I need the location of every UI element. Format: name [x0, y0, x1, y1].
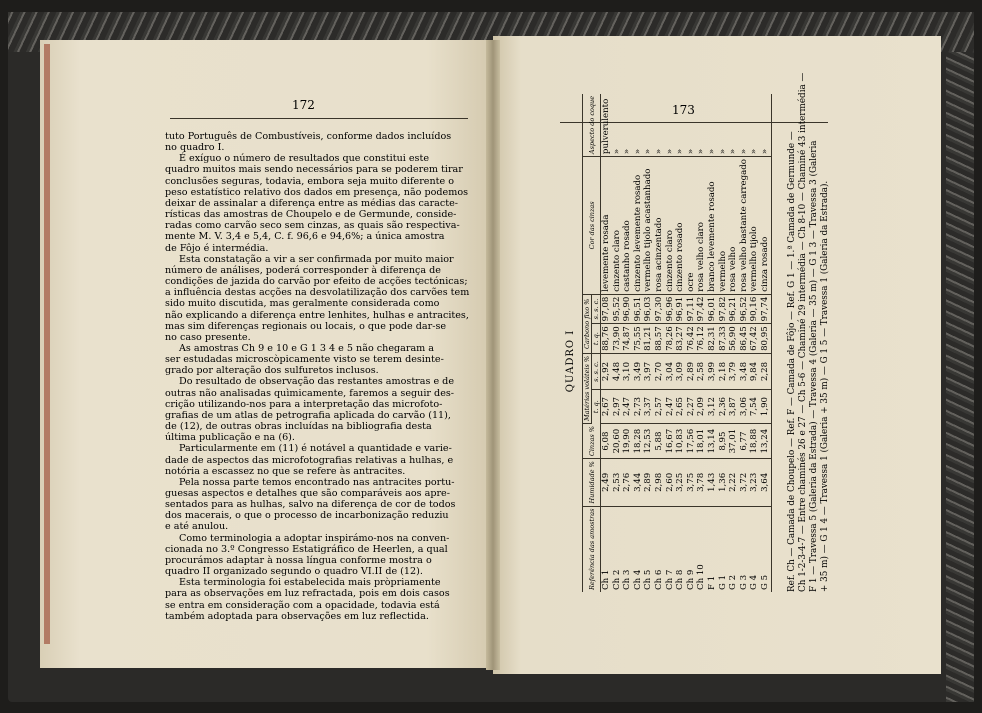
table-cell: 3,06 — [739, 390, 750, 424]
table-cell: 12,53 — [643, 424, 654, 459]
table-cell: 3,04 — [665, 353, 676, 389]
table-cell: cinzento claro — [612, 157, 623, 295]
table-cell: 3,78 — [696, 459, 707, 506]
table-cell: 16,67 — [665, 424, 676, 459]
table-row — [696, 94, 707, 592]
col-cor-cinzas: Cor das cinzas — [583, 157, 601, 295]
table-reference-note — [787, 72, 831, 592]
text-line: conclusões seguras, todavia, embora seja muito diferente o — [165, 175, 455, 187]
text-line: peso estatístico relativo dos dados em presença, não podemos — [165, 186, 469, 198]
table-cell: pulverulento — [601, 94, 612, 157]
col-cf-tq: t. q. — [592, 324, 601, 354]
table-cell: castanho rosado — [622, 157, 633, 295]
table-cell: Ch 7 — [664, 569, 675, 590]
col-carbono-fixo: Carbono fixo % — [583, 294, 592, 353]
table-row — [739, 94, 750, 592]
text-line: outras não analisadas quìmicamente, faremos a seguir des- — [165, 387, 455, 399]
text-line: radas como carvão seco sem cinzas, as quais são respectiva- — [165, 220, 460, 232]
table-cell: Ch 4 — [632, 569, 643, 590]
table-cell: 76,12 — [696, 324, 707, 354]
table-cell: 97,74 — [760, 294, 771, 324]
table-cell: 97,08 — [601, 294, 612, 324]
table-cell: 90,16 — [749, 294, 760, 324]
table-cell: » — [760, 94, 771, 157]
table-cell: 5,88 — [654, 424, 665, 459]
text-line: também adoptada para observações em luz reflectida. — [165, 610, 429, 622]
col-aspecto-coque: Aspecto do coque — [583, 94, 601, 157]
text-line: sentados para as hulhas, salvo na diferença de cor de todos — [165, 499, 456, 511]
table-cell: » — [739, 94, 750, 157]
table-cell: 17,56 — [686, 424, 697, 459]
text-line: Esta constatação a vir a ser confirmada por muito maior — [179, 253, 454, 265]
table-cell: vermelho — [718, 157, 729, 295]
table-cell: 2,98 — [654, 459, 665, 506]
marbled-cover-right — [946, 52, 974, 702]
text-line: e até anulou. — [165, 521, 229, 533]
table-cell: 10,83 — [675, 424, 686, 459]
table-cell: 2,92 — [601, 353, 612, 389]
text-line: no caso presente. — [165, 331, 251, 343]
table-cell: Ch 8 — [675, 569, 686, 590]
table-cell: » — [728, 94, 739, 157]
text-line: cionada no 3.º Congresso Estatigráfico de Heerlen, a qual — [165, 543, 448, 555]
table-cell: 1,36 — [718, 459, 729, 506]
text-line: de (12), de outras obras incluídas na bibliografia desta — [165, 421, 432, 433]
table-cell: 96,51 — [633, 294, 644, 324]
table-cell: 1,90 — [760, 390, 771, 424]
table-cell: 78,26 — [665, 324, 676, 354]
text-line: Pela nossa parte temos encontrado nas antracites portu- — [179, 476, 455, 488]
table-cell: 96,91 — [675, 294, 686, 324]
table-cell: 2,60 — [665, 459, 676, 506]
table-cell: 2,73 — [633, 390, 644, 424]
table-cell: 82,31 — [707, 324, 718, 354]
table-cell: 2,22 — [728, 459, 739, 506]
text-line: quadro II organizado segundo o quadro VI.II de (12). — [165, 566, 423, 578]
left-page-body-text — [165, 131, 470, 622]
table-cell: 2,58 — [696, 353, 707, 389]
table-cell: 2,09 — [696, 390, 707, 424]
table-cell: 96,90 — [622, 294, 633, 324]
text-line: se entra em consideração com a opacidade, todavia está — [165, 599, 440, 611]
table-cell: 2,53 — [612, 459, 623, 506]
text-line: grafias de um atlas de petrografia aplicada do carvão (11), — [165, 409, 451, 421]
table-cell: 73,90 — [612, 324, 623, 354]
table-row — [749, 94, 760, 592]
table-cell: 3,44 — [633, 459, 644, 506]
text-line: Do resultado de observação das restantes amostras e de — [179, 376, 455, 388]
reference-note-line: F 1 — Travessa 5 (Galeria da Estrada) — Travessa 4 (Galeria — 35 m) — G 1 3 — Travessa 3 (Galeria — [809, 140, 819, 592]
table-title: QUADRO I — [565, 329, 576, 393]
text-line: a influência destas acções na desvolatilização dos carvões tem — [165, 287, 470, 299]
table-cell: 87,33 — [718, 324, 729, 354]
table-cell: Ch 3 — [622, 569, 633, 590]
page-number: 172 — [292, 98, 315, 112]
text-line: deixar de assinalar a diferença entre as médias das caracte- — [165, 197, 459, 209]
text-line: ser estudadas microscòpicamente visto se terem desinte- — [165, 354, 444, 366]
text-line: para as observações em luz refractada, pois em dois casos — [165, 588, 450, 600]
table-cell: 97,30 — [654, 294, 665, 324]
col-humidade: Humidade % — [583, 459, 601, 506]
table-cell: 96,52 — [739, 294, 750, 324]
header-rule — [170, 118, 468, 119]
table-cell: 2,47 — [622, 390, 633, 424]
table-cell: branco levemente rosado — [707, 157, 718, 295]
table-cell: 80,95 — [760, 324, 771, 354]
table-cell: 88,76 — [601, 324, 612, 354]
text-line: guesas aspectos e detalhes que são comparáveis aos apre- — [165, 488, 450, 499]
table-cell: G 4 — [749, 574, 760, 590]
table-cell: rosa acinzentado — [654, 157, 665, 295]
table-cell: 37,01 — [728, 424, 739, 459]
reference-note-line: Ch 1-2-3-4-7 — Entre chaminés 26 e 27 — Ch 5-6 — Chaminé 29 intermédia — Ch 8-10 — Chaminé 43 intermédia — — [798, 72, 808, 592]
table-cell: 20,60 — [612, 424, 623, 459]
reference-note-line: + 35 m) — G 1 4 — Travessa 1 (Galeria + 35 m) — G 1 5 — Travessa 1 (Galeria da Estrada). — [820, 180, 830, 592]
col-mv-tq: t. q. — [592, 390, 601, 424]
table-cell: 2,36 — [718, 390, 729, 424]
table-cell: 13,24 — [760, 424, 771, 459]
table-row — [654, 94, 665, 592]
table-cell: 76,42 — [686, 324, 697, 354]
table-cell: 1,43 — [707, 459, 718, 506]
table-cell: Ch 9 — [685, 569, 696, 590]
text-line: procurámos adaptar à nossa língua conforme mostra o — [165, 554, 432, 566]
table-cell: 67,42 — [749, 324, 760, 354]
text-line: É exíguo o número de resultados que constitui este — [179, 153, 429, 165]
table-cell: 6,08 — [601, 424, 612, 459]
table-cell: 8,95 — [718, 424, 729, 459]
text-line: mas sim diferenças regionais ou locais, o que pode dar-se — [165, 320, 447, 332]
table-cell: 2,28 — [760, 353, 771, 389]
table-cell: 96,01 — [707, 294, 718, 324]
table-cell: rosa velho claro — [696, 157, 707, 295]
table-cell: 3,25 — [675, 459, 686, 506]
table-cell: 3,12 — [707, 390, 718, 424]
table-cell: 95,52 — [612, 294, 623, 324]
table-row — [760, 94, 771, 592]
table-cell: 3,99 — [707, 353, 718, 389]
text-line: última publicação e na (6). — [165, 432, 295, 444]
table-row — [643, 94, 654, 592]
text-line: dos macerais, o que o processo de incarbonização reduziu — [165, 510, 449, 522]
text-line: sido muito discutida, mas geralmente considerada como — [165, 298, 440, 310]
table-cell: 18,28 — [633, 424, 644, 459]
table-row — [718, 94, 729, 592]
table-cell: 81,21 — [643, 324, 654, 354]
col-cinzas: Cinzas % — [583, 424, 601, 459]
table-cell: 3,48 — [739, 353, 750, 389]
text-line: mente M. V. 3,4 e 5,4, C. f. 96,6 e 94,6%; a única amostra — [165, 231, 445, 243]
table-cell: 3,64 — [760, 459, 771, 506]
table-cell: 9,84 — [749, 353, 760, 389]
table-cell: 4,48 — [612, 353, 623, 389]
table-cell: levemente rosada — [601, 157, 612, 295]
table-row — [633, 94, 644, 592]
table-cell: 96,21 — [728, 294, 739, 324]
text-line: número de análises, poderá corresponder à diferença de — [165, 264, 441, 276]
table-row — [601, 94, 612, 592]
table-cell: 7,54 — [749, 390, 760, 424]
table-cell: 3,75 — [686, 459, 697, 506]
table-cell: 2,65 — [675, 390, 686, 424]
table-cell: 3,49 — [633, 353, 644, 389]
table-row — [622, 94, 633, 592]
table-cell: 2,89 — [643, 459, 654, 506]
text-line: grado por alteração dos sulfuretos inclusos. — [165, 365, 379, 377]
table-cell: » — [622, 94, 633, 157]
table-cell: 3,79 — [728, 353, 739, 389]
table-cell: » — [749, 94, 760, 157]
text-line: tuto Português de Combustíveis, conforme dados incluídos — [165, 131, 452, 142]
table-cell: 2,70 — [654, 353, 665, 389]
text-line: As amostras Ch 9 e 10 e G 1 3 4 e 5 não chegaram a — [179, 342, 435, 354]
text-line: dade de aspectos das microfotografias relativas a hulhas, e — [165, 454, 454, 466]
col-mv-ssc: s. s. c. — [592, 353, 601, 389]
table-cell: 74,87 — [622, 324, 633, 354]
text-line: quadro muitos mais sendo necessários para se poderem tirar — [165, 164, 463, 176]
table-cell: » — [665, 94, 676, 157]
table-cell: 3,97 — [643, 353, 654, 389]
table-row — [728, 94, 739, 592]
text-line: notória a escassez no que se refere às antracites. — [165, 465, 406, 477]
table-row — [612, 94, 623, 592]
table-cell: G 3 — [738, 574, 749, 590]
table-cell: 96,96 — [665, 294, 676, 324]
table-cell: 2,18 — [718, 353, 729, 389]
table-cell: rosa velho — [728, 157, 739, 295]
table-cell: ocre — [686, 157, 697, 295]
text-line: rísticas das amostras de Choupelo e de Germunde, conside- — [165, 209, 457, 221]
table-cell: cinzento claro — [665, 157, 676, 295]
page-number: 173 — [672, 103, 695, 117]
col-referencia: Referência das amostras — [583, 506, 601, 592]
reference-note-line: Ref. Ch — Camada de Choupelo — Ref. F — Camada de Fôjo — Ref. G 1 — 1.ª Camada de Germunde — — [787, 131, 797, 592]
table-cell: 2,89 — [686, 353, 697, 389]
table-cell: » — [718, 94, 729, 157]
table-cell: 75,55 — [633, 324, 644, 354]
table-cell: Ch 1 — [601, 569, 611, 590]
table-cell: 2,27 — [686, 390, 697, 424]
text-line: no quadro I. — [165, 142, 225, 154]
table-cell: 97,42 — [696, 294, 707, 324]
table-cell: 3,37 — [643, 390, 654, 424]
table-cell: Ch 5 — [643, 569, 654, 590]
table-cell: » — [696, 94, 707, 157]
table-cell: » — [675, 94, 686, 157]
table-cell: 18,01 — [696, 424, 707, 459]
table-cell: 2,47 — [665, 390, 676, 424]
table-cell: 2,49 — [601, 459, 612, 506]
table-cell: 97,11 — [686, 294, 697, 324]
table-cell: 13,14 — [707, 424, 718, 459]
table-cell: cinzento rosado — [675, 157, 686, 295]
text-line: crição utilizando-nos para a interpretação das microfoto- — [165, 398, 443, 410]
text-line: Esta terminologia foi estabelecida mais pròpriamente — [179, 577, 441, 589]
table-cell: G 2 — [728, 574, 739, 590]
table-cell: 2,97 — [612, 390, 623, 424]
table-cell: 3,09 — [675, 353, 686, 389]
table-cell: 88,57 — [654, 324, 665, 354]
table-cell: cinzento levemente rosado — [633, 157, 644, 295]
table-cell: Ch 6 — [653, 569, 664, 590]
text-line: Como terminologia a adoptar inspirámo-nos na conven- — [179, 532, 450, 544]
table-cell: » — [643, 94, 654, 157]
table-cell: F 1 — [706, 575, 717, 590]
table-cell: 3,23 — [749, 459, 760, 506]
text-line: Particularmente em (11) é notável a quantidade e varie- — [179, 443, 452, 455]
table-cell: vermelho tijolo — [749, 157, 760, 295]
table-cell: 18,88 — [749, 424, 760, 459]
text-line: condições de jazida do carvão por efeito de acções tectónicas; — [165, 276, 468, 288]
table-cell: 97,82 — [718, 294, 729, 324]
table-cell: 56,90 — [728, 324, 739, 354]
table-cell: Ch 2 — [611, 569, 622, 590]
table-cell: 2,76 — [622, 459, 633, 506]
table-cell: » — [612, 94, 623, 157]
col-materias-volateis: Matérias voláteis % — [583, 353, 592, 423]
table-row — [707, 94, 718, 592]
page-edge — [44, 44, 50, 644]
table-cell: 96,03 — [643, 294, 654, 324]
table-cell: 2,67 — [601, 390, 612, 424]
table-cell: 2,57 — [654, 390, 665, 424]
col-cf-ssc: s. s. c. — [592, 294, 601, 324]
table-cell: 19,90 — [622, 424, 633, 459]
table-cell: 86,45 — [739, 324, 750, 354]
table-cell: 3,72 — [739, 459, 750, 506]
table-cell: 83,27 — [675, 324, 686, 354]
table-cell: 3,87 — [728, 390, 739, 424]
text-line: de Fôjo é intermédia. — [165, 242, 269, 254]
table-cell: G 1 — [717, 574, 728, 590]
table-cell: » — [654, 94, 665, 157]
table-row — [675, 94, 686, 592]
table-cell: cinza rosado — [760, 157, 771, 295]
table-cell: » — [707, 94, 718, 157]
table-row — [665, 94, 676, 592]
table-cell: » — [686, 94, 697, 157]
table-cell: 3,10 — [622, 353, 633, 389]
table-cell: rosa velho bastante carregado — [739, 157, 750, 295]
table-cell: » — [633, 94, 644, 157]
table-cell: vermelho tijolo acastanhado — [643, 157, 654, 295]
text-line: não explicando a diferença entre lenhites, hulhas e antracites, — [165, 309, 469, 321]
quadro-i-table — [582, 94, 772, 592]
table-cell: G 5 — [760, 506, 771, 592]
book-gutter — [486, 40, 500, 670]
table-cell: 6,77 — [739, 424, 750, 459]
table-cell: Ch 10 — [696, 564, 707, 590]
table-row — [686, 94, 697, 592]
